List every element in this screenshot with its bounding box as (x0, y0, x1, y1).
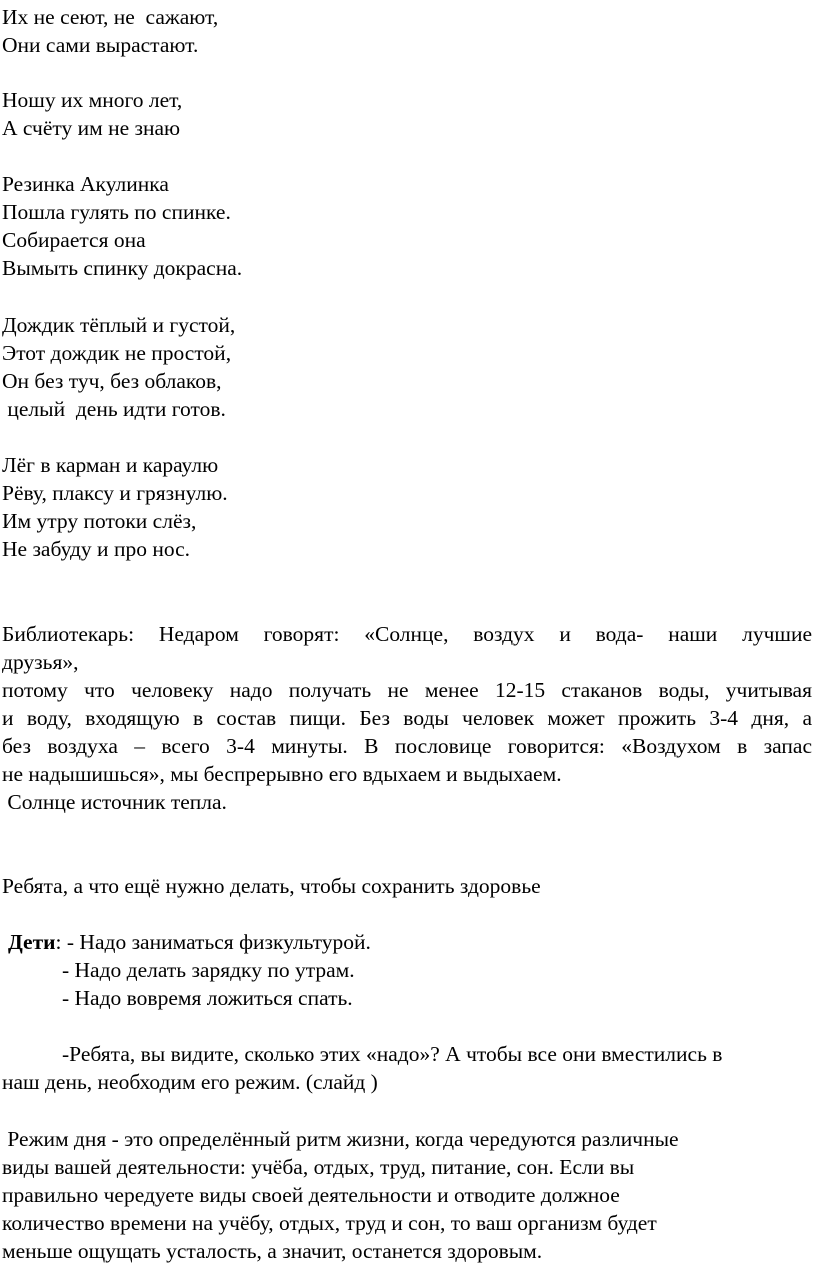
regime-line-2: виды вашей деятельности: учёба, отдых, труд, питание, сон. Если вы (2, 1155, 635, 1179)
librarian-line-5: без воздуха – всего 3-4 минуты. В пословице говорится: «Воздухом в запас (2, 734, 812, 758)
librarian-line-3: потому что человеку надо получать не менее 12-15 стаканов воды, учитывая (2, 678, 812, 702)
riddle-3-line-3: Собирается она (2, 228, 146, 252)
riddle-5-line-1: Лёг в карман и караулю (2, 453, 219, 477)
regime-line-4: количество времени на учёбу, отдых, труд и сон, то ваш организм будет (2, 1211, 657, 1235)
riddle-5-line-2: Рёву, плаксу и грязнулю. (2, 481, 228, 505)
question-line: Ребята, а что ещё нужно делать, чтобы сохранить здоровье (2, 874, 541, 898)
children-answer-1: : - Надо заниматься физкультурой. (55, 930, 371, 954)
riddle-4-line-2: Этот дождик не простой, (2, 341, 232, 365)
librarian-line-1: Библиотекарь: Недаром говорят: «Солнце, воздух и вода- наши лучшие (2, 622, 812, 646)
riddle-2-line-1: Ношу их много лет, (2, 88, 183, 112)
children-label: Дети (8, 930, 56, 954)
riddle-1-line-2: Они сами вырастают. (2, 33, 199, 57)
children-answer-line-2: - Надо делать зарядку по утрам. (62, 958, 355, 982)
riddle-4-line-1: Дождик тёплый и густой, (2, 313, 236, 337)
regime-line-5: меньше ощущать усталость, а значит, останется здоровым. (2, 1239, 543, 1263)
regime-line-3: правильно чередуете виды своей деятельности и отводите должное (2, 1183, 620, 1207)
riddle-5-line-3: Им утру потоки слёз, (2, 509, 197, 533)
librarian-line-4: и воду, входящую в состав пищи. Без воды человек может прожить 3-4 дня, а (2, 706, 812, 730)
riddle-3-line-4: Вымыть спинку докрасна. (2, 256, 243, 280)
riddle-4-line-3: Он без туч, без облаков, (2, 369, 222, 393)
riddle-2-line-2: А счёту им не знаю (2, 116, 181, 140)
teacher-line-2: наш день, необходим его режим. (слайд ) (2, 1070, 378, 1094)
riddle-4-line-4: целый день идти готов. (2, 397, 226, 421)
children-answer-line-1 (8, 928, 371, 956)
librarian-line-6: не надышишься», мы беспрерывно его вдыхаем и выдыхаем. (2, 762, 562, 786)
riddle-3-line-2: Пошла гулять по спинке. (2, 200, 231, 224)
teacher-line-1: -Ребята, вы видите, сколько этих «надо»? А чтобы все они вместились в (62, 1042, 723, 1066)
riddle-1-line-1: Их не сеют, не сажают, (2, 5, 219, 29)
children-answer-line-3: - Надо вовремя ложиться спать. (62, 986, 353, 1010)
riddle-5-line-4: Не забуду и про нос. (2, 537, 191, 561)
librarian-line-2: друзья», (2, 650, 79, 674)
regime-line-1: Режим дня - это определённый ритм жизни, когда чередуются различные (2, 1127, 679, 1151)
librarian-line-7: Солнце источник тепла. (2, 790, 227, 814)
riddle-3-line-1: Резинка Акулинка (2, 172, 169, 196)
